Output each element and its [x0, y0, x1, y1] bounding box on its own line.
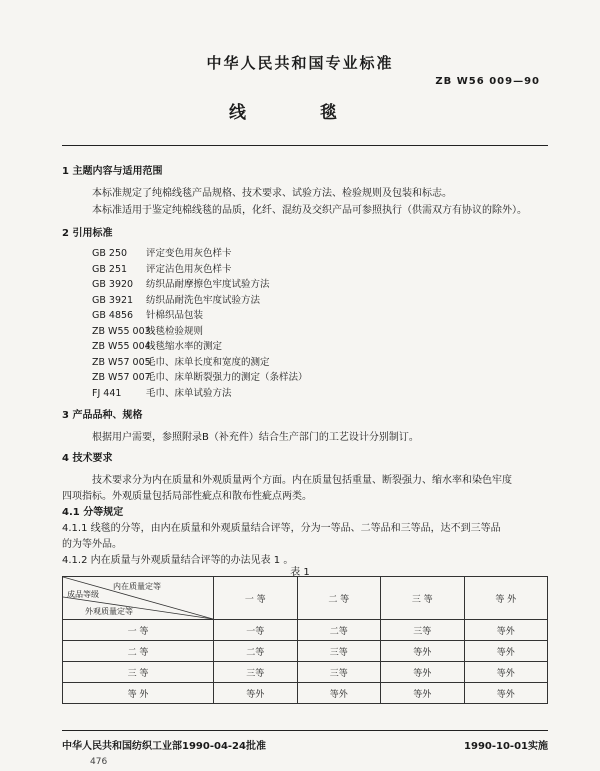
- footer-divider: [62, 730, 548, 731]
- section-2-heading: 2 引用标准: [62, 228, 113, 239]
- standard-number: ZB W56 009—90: [435, 76, 540, 87]
- diagonal-label-top: 内在质量定等: [113, 582, 161, 591]
- table-row: [63, 662, 548, 683]
- table-cell: 等外: [381, 683, 465, 704]
- grading-table: [62, 576, 548, 704]
- table-row: [63, 683, 548, 704]
- reference-code: GB 251: [92, 263, 128, 275]
- table-caption: 表 1: [290, 567, 310, 578]
- reference-item: [92, 276, 270, 290]
- table-row: [63, 620, 548, 641]
- reference-item: [92, 338, 222, 352]
- table-cell: 等外: [381, 662, 465, 683]
- table-cell: 二等: [297, 620, 381, 641]
- section-3-heading: 3 产品品种、规格: [62, 410, 143, 421]
- table-cell: 等外: [464, 641, 548, 662]
- table-cell: 等外: [464, 662, 548, 683]
- section-1-paragraph-2: 本标准适用于鉴定纯棉线毯的品质，化纤、混纺及交织产品可参照执行（供需双方有协议的除外）。: [92, 205, 527, 216]
- row-header: 二 等: [63, 641, 214, 662]
- section-4-1-1-line-2: 的为等外品。: [62, 539, 122, 550]
- table-cell: 等外: [297, 683, 381, 704]
- reference-title: 毛巾、床单长度和宽度的测定: [146, 356, 270, 368]
- table-diagonal-header: [63, 577, 214, 620]
- section-4-paragraph-line-2: 四项指标。外观质量包括局部性疵点和散布性疵点两类。: [62, 491, 312, 502]
- table-row: [63, 641, 548, 662]
- reference-item: [92, 354, 270, 368]
- reference-item: [92, 323, 203, 337]
- table-cell: 等外: [464, 620, 548, 641]
- issuing-organization: 中华人民共和国专业标准: [206, 54, 394, 72]
- reference-item: [92, 245, 232, 259]
- reference-code: ZB W55 004: [92, 341, 151, 352]
- reference-title: 针棉织品包装: [146, 310, 204, 321]
- reference-title: 毛巾、床单试验方法: [146, 387, 232, 399]
- table-cell: 一等: [214, 620, 298, 641]
- table-cell: 二等: [214, 641, 298, 662]
- table-cell: 等外: [214, 683, 298, 704]
- reference-item: [92, 292, 260, 306]
- section-4-paragraph-line-1: 技术要求分为内在质量和外观质量两个方面。内在质量包括重量、断裂强力、缩水率和染色牢度: [92, 475, 512, 486]
- document-title: 线 毯: [229, 103, 371, 123]
- reference-title: 毛巾、床单断裂强力的测定（条样法）: [146, 372, 308, 383]
- section-4-heading: 4 技术要求: [62, 453, 113, 464]
- reference-item: [92, 261, 232, 275]
- reference-code: ZB W57 005: [92, 356, 151, 368]
- reference-code: GB 3920: [92, 279, 134, 290]
- reference-title: 评定沾色用灰色样卡: [146, 263, 232, 275]
- column-header: 三 等: [381, 577, 465, 620]
- section-3-paragraph: 根据用户需要，参照附录B（补充件）结合生产部门的工艺设计分别制订。: [92, 432, 419, 443]
- diagonal-label-bottom: 外观质量定等: [85, 607, 133, 616]
- page-number: 476: [90, 757, 108, 767]
- table-cell: 等外: [464, 683, 548, 704]
- section-1-paragraph-1: 本标准规定了纯棉线毯产品规格、技术要求、试验方法、检验规则及包装和标志。: [92, 188, 452, 199]
- column-header: 一 等: [214, 577, 298, 620]
- reference-title: 评定变色用灰色样卡: [146, 248, 232, 259]
- reference-code: FJ 441: [92, 387, 122, 399]
- reference-title: 线毯缩水率的测定: [146, 341, 223, 352]
- column-header: 等 外: [464, 577, 548, 620]
- reference-title: 线毯检验规则: [146, 325, 204, 337]
- table-cell: 三等: [297, 662, 381, 683]
- reference-title: 纺织品耐洗色牢度试验方法: [146, 294, 261, 306]
- row-header: 一 等: [63, 620, 214, 641]
- row-header: 等 外: [63, 683, 214, 704]
- table-body: [63, 620, 548, 704]
- reference-code: GB 4856: [92, 310, 134, 321]
- reference-item: [92, 307, 203, 321]
- section-4-1-heading: 4.1 分等规定: [62, 507, 124, 518]
- section-4-1-2: 4.1.2 内在质量与外观质量结合评等的办法见表 1 。: [62, 555, 294, 566]
- reference-title: 纺织品耐摩擦色牢度试验方法: [146, 279, 270, 290]
- section-4-1-1-line-1: 4.1.1 线毯的分等，由内在质量和外观质量结合评等，分为一等品、二等品和三等品，达不到三等品: [62, 523, 501, 534]
- implementation-date: 1990-10-01实施: [464, 741, 548, 752]
- reference-item: [92, 385, 232, 399]
- approval-line: 中华人民共和国纺织工业部1990-04-24批准: [62, 741, 266, 752]
- reference-item: [92, 369, 308, 383]
- row-header: 三 等: [63, 662, 214, 683]
- table-cell: 等外: [381, 641, 465, 662]
- reference-code: GB 3921: [92, 294, 134, 306]
- diagonal-label-middle: 成品等级: [67, 590, 99, 599]
- table-cell: 三等: [297, 641, 381, 662]
- table-cell: 三等: [214, 662, 298, 683]
- reference-code: ZB W57 007: [92, 372, 151, 383]
- reference-code: ZB W55 003: [92, 325, 151, 337]
- table-cell: 三等: [381, 620, 465, 641]
- reference-code: GB 250: [92, 248, 128, 259]
- section-1-heading: 1 主题内容与适用范围: [62, 166, 163, 177]
- column-header: 二 等: [297, 577, 381, 620]
- header-divider: [62, 145, 548, 146]
